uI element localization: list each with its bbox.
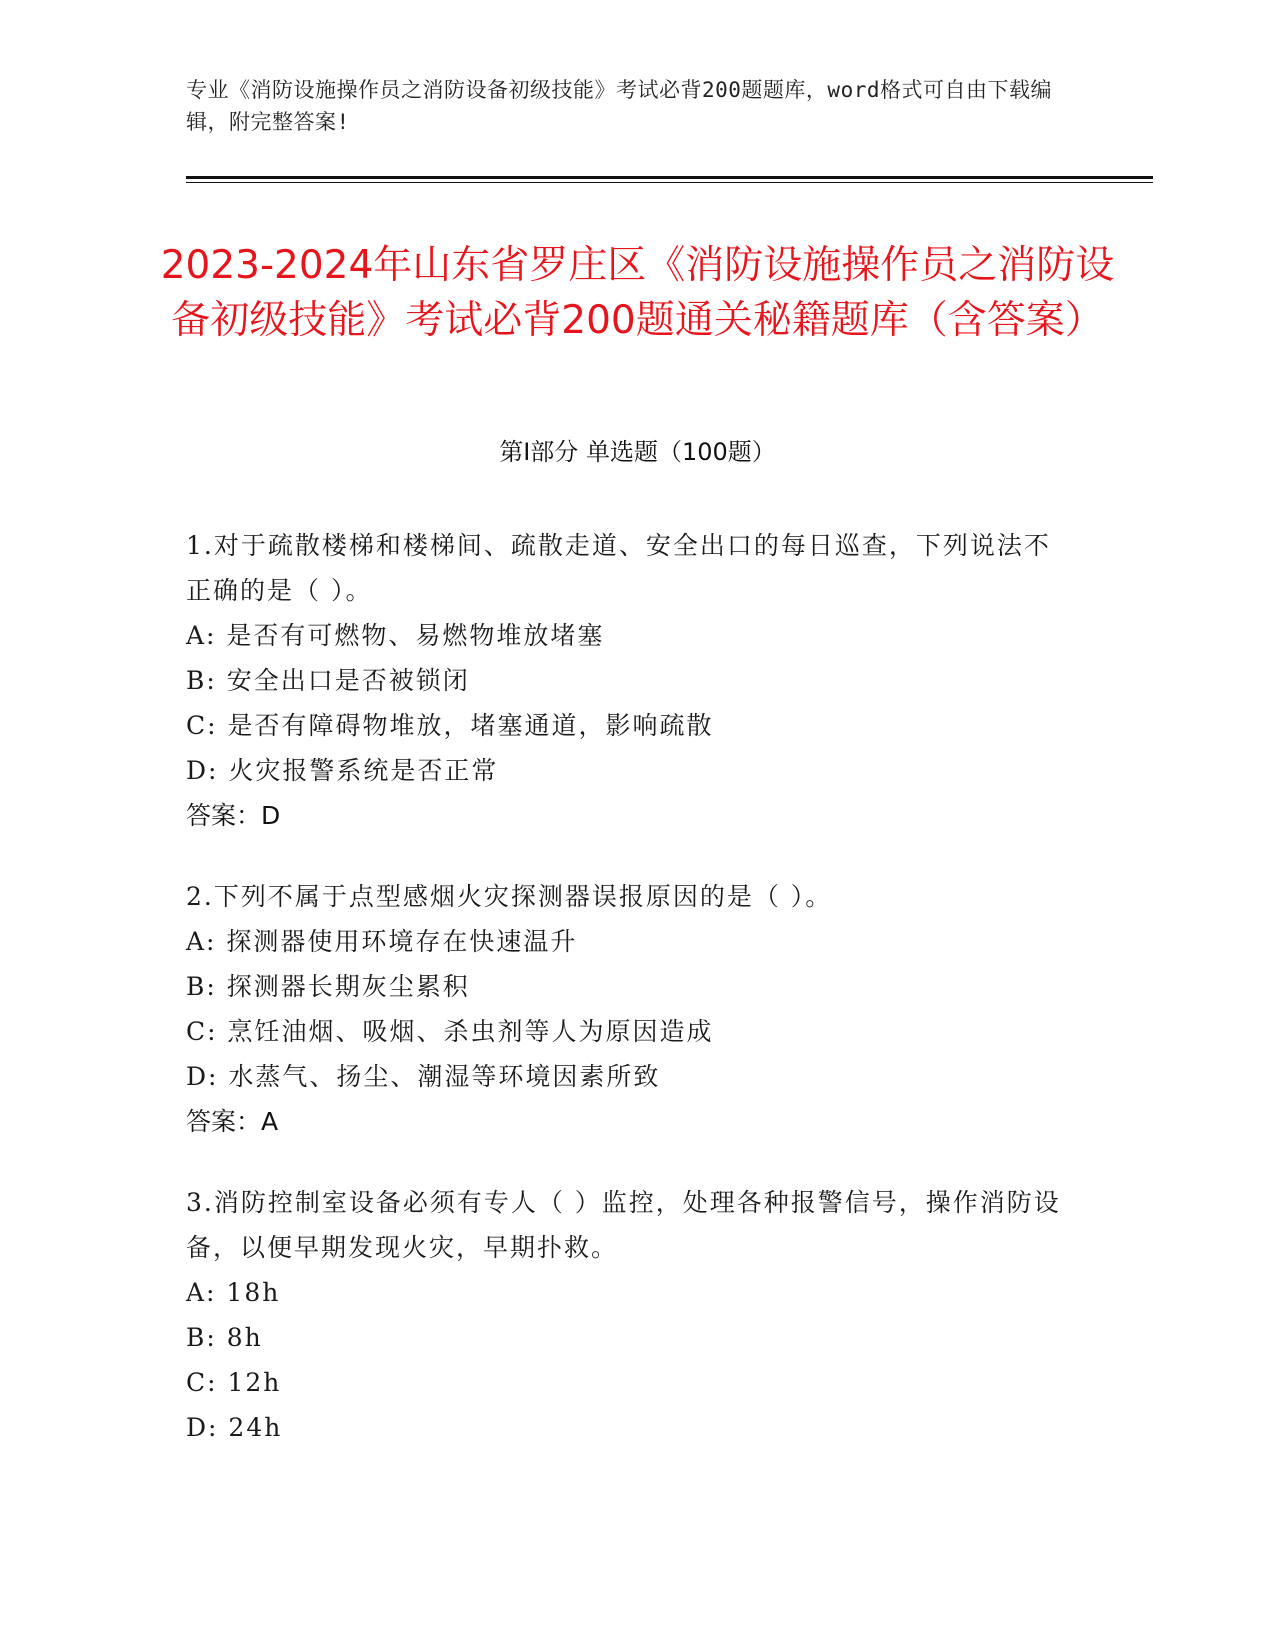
question-stem: 3.消防控制室设备必须有专人（ ）监控，处理各种报警信号，操作消防设备，以便早期发现火灾，早期扑救。 (186, 1188, 1061, 1262)
question-option: C: 是否有障碍物堆放，堵塞通道，影响疏散 (186, 711, 714, 740)
section-title: 第I部分 单选题（100题） (499, 438, 776, 466)
question-item (186, 874, 1066, 1144)
question-option: B: 8h (186, 1323, 263, 1352)
question-option: A: 18h (186, 1278, 281, 1307)
question-stem: 1.对于疏散楼梯和楼梯间、疏散走道、安全出口的每日巡查，下列说法不正确的是（ ）。 (186, 531, 1051, 605)
question-answer: 答案：A (186, 1107, 279, 1136)
header-note: 专业《消防设施操作员之消防设备初级技能》考试必背200题题库，word格式可自由下载编辑，附完整答案! (186, 78, 1052, 134)
question-option: B: 探测器长期灰尘累积 (186, 972, 470, 1001)
question-item (186, 1180, 1066, 1450)
question-option: D: 24h (186, 1413, 283, 1442)
question-option: A: 探测器使用环境存在快速温升 (186, 927, 578, 956)
question-option: D: 水蒸气、扬尘、潮湿等环境因素所致 (186, 1062, 661, 1091)
question-option: D: 火灾报警系统是否正常 (186, 756, 499, 785)
question-list (186, 523, 1066, 1486)
question-option: A: 是否有可燃物、易燃物堆放堵塞 (186, 621, 605, 650)
question-stem: 2.下列不属于点型感烟火灾探测器误报原因的是（ ）。 (186, 882, 833, 911)
document-title: 2023-2024年山东省罗庄区《消防设施操作员之消防设备初级技能》考试必背200题通关秘籍题库（含答案） (160, 243, 1115, 344)
question-option: C: 烹饪油烟、吸烟、杀虫剂等人为原因造成 (186, 1017, 714, 1046)
header-divider-thick (186, 176, 1153, 179)
question-answer: 答案：D (186, 801, 281, 830)
question-item (186, 523, 1066, 838)
question-option: C: 12h (186, 1368, 282, 1397)
header-divider-thin (186, 182, 1153, 183)
question-option: B: 安全出口是否被锁闭 (186, 666, 470, 695)
